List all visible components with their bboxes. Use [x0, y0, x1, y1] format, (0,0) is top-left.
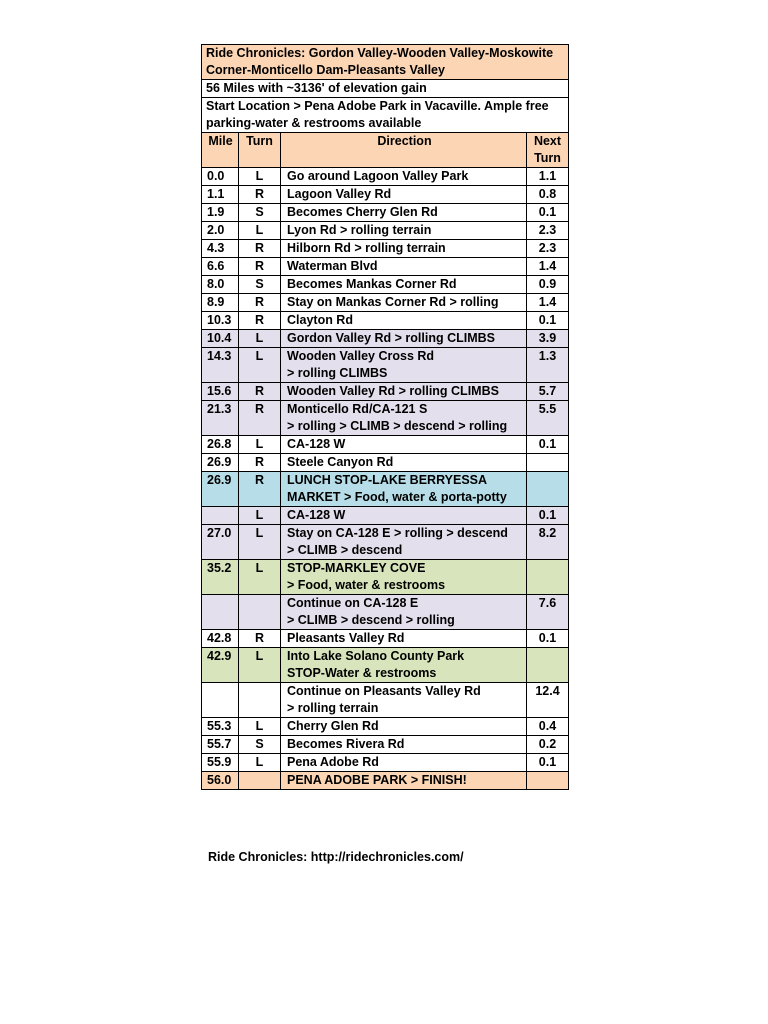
cue-direction: [281, 648, 527, 683]
ride-title: Ride Chronicles: Gordon Valley-Wooden Valley-Moskowite Corner-Monticello Dam-Pleasants Valley: [202, 45, 569, 80]
cue-turn: R: [239, 630, 281, 648]
cue-turn: L: [239, 507, 281, 525]
direction-line: Waterman Blvd: [287, 259, 378, 273]
cue-direction: [281, 330, 527, 348]
cue-mile: 26.9: [202, 454, 239, 472]
cue-row: [202, 560, 569, 595]
cue-mile: 56.0: [202, 772, 239, 790]
cue-next-turn: 12.4: [527, 683, 569, 718]
cue-mile: 21.3: [202, 401, 239, 436]
cue-mile: 1.9: [202, 204, 239, 222]
cue-mile: 6.6: [202, 258, 239, 276]
direction-line: Lagoon Valley Rd: [287, 187, 392, 201]
cue-turn: L: [239, 436, 281, 454]
cue-row: [202, 383, 569, 401]
cue-sheet-table: [201, 44, 569, 790]
cue-direction: [281, 683, 527, 718]
cue-turn: R: [239, 186, 281, 204]
direction-line: Monticello Rd/CA-121 S: [287, 402, 428, 416]
summary-row: [202, 80, 569, 98]
cue-next-turn: 0.1: [527, 204, 569, 222]
cue-next-turn: 0.8: [527, 186, 569, 204]
footer-credit: Ride Chronicles: http://ridechronicles.com/: [208, 850, 464, 864]
direction-line: Becomes Cherry Glen Rd: [287, 205, 438, 219]
direction-line: Pleasants Valley Rd: [287, 631, 405, 645]
cue-next-turn: 0.2: [527, 736, 569, 754]
cue-mile: 26.9: [202, 472, 239, 507]
cue-mile: 10.3: [202, 312, 239, 330]
direction-line: Continue on Pleasants Valley Rd: [287, 684, 481, 698]
cue-direction: [281, 312, 527, 330]
cue-direction: [281, 276, 527, 294]
direction-line: LUNCH STOP-LAKE BERRYESSA: [287, 473, 488, 487]
direction-line: CA-128 W: [287, 437, 346, 451]
direction-line: Wooden Valley Cross Rd: [287, 349, 435, 363]
header-mile: Mile: [202, 133, 239, 168]
cue-next-turn: 1.1: [527, 168, 569, 186]
cue-direction: [281, 258, 527, 276]
cue-turn: R: [239, 454, 281, 472]
cue-direction: [281, 401, 527, 436]
cue-next-turn: 0.4: [527, 718, 569, 736]
direction-line: STOP-MARKLEY COVE: [287, 561, 426, 575]
cue-turn: R: [239, 312, 281, 330]
ride-summary: 56 Miles with ~3136' of elevation gain: [202, 80, 569, 98]
direction-line: PENA ADOBE PARK > FINISH!: [287, 773, 467, 787]
cue-next-turn: 1.4: [527, 294, 569, 312]
cue-direction: [281, 507, 527, 525]
direction-line: Clayton Rd: [287, 313, 353, 327]
cue-turn: [239, 772, 281, 790]
cue-row: [202, 276, 569, 294]
header-row: [202, 133, 569, 168]
cue-next-turn: 1.4: [527, 258, 569, 276]
cue-mile: 42.9: [202, 648, 239, 683]
cue-row: [202, 186, 569, 204]
cue-next-turn: 0.1: [527, 436, 569, 454]
cue-turn: L: [239, 168, 281, 186]
cue-turn: R: [239, 258, 281, 276]
cue-next-turn: 0.1: [527, 630, 569, 648]
cue-turn: L: [239, 222, 281, 240]
cue-next-turn: 1.3: [527, 348, 569, 383]
cue-turn: R: [239, 472, 281, 507]
cue-direction: [281, 454, 527, 472]
cue-next-turn: 5.7: [527, 383, 569, 401]
start-row: [202, 98, 569, 133]
cue-row: [202, 648, 569, 683]
start-location: Start Location > Pena Adobe Park in Vacaville. Ample free parking-water & restrooms available: [202, 98, 569, 133]
cue-row: [202, 258, 569, 276]
cue-direction: [281, 222, 527, 240]
cue-mile: 55.9: [202, 754, 239, 772]
cue-mile: 26.8: [202, 436, 239, 454]
direction-line: Go around Lagoon Valley Park: [287, 169, 469, 183]
cue-direction: [281, 186, 527, 204]
title-row: [202, 45, 569, 80]
direction-line: MARKET > Food, water & porta-potty: [287, 490, 507, 504]
cue-mile: [202, 683, 239, 718]
cue-turn: [239, 683, 281, 718]
direction-line: Lyon Rd > rolling terrain: [287, 223, 432, 237]
cue-next-turn: [527, 472, 569, 507]
cue-next-turn: 2.3: [527, 222, 569, 240]
cue-row: [202, 736, 569, 754]
cue-row: [202, 454, 569, 472]
cue-row: [202, 401, 569, 436]
cue-row: [202, 330, 569, 348]
cue-row: [202, 436, 569, 454]
cue-turn: R: [239, 401, 281, 436]
direction-line: > rolling terrain: [287, 701, 379, 715]
cue-mile: 42.8: [202, 630, 239, 648]
cue-turn: R: [239, 240, 281, 258]
cue-mile: 8.9: [202, 294, 239, 312]
cue-row: [202, 595, 569, 630]
cue-mile: [202, 507, 239, 525]
cue-row: [202, 312, 569, 330]
cue-mile: 8.0: [202, 276, 239, 294]
header-turn: Turn: [239, 133, 281, 168]
direction-line: Hilborn Rd > rolling terrain: [287, 241, 446, 255]
direction-line: Gordon Valley Rd > rolling CLIMBS: [287, 331, 496, 345]
direction-line: Continue on CA-128 E: [287, 596, 419, 610]
cue-mile: 14.3: [202, 348, 239, 383]
cue-mile: 4.3: [202, 240, 239, 258]
cue-row: [202, 525, 569, 560]
direction-line: Stay on CA-128 E > rolling > descend: [287, 526, 508, 540]
cue-direction: [281, 472, 527, 507]
cue-row: [202, 168, 569, 186]
cue-mile: 10.4: [202, 330, 239, 348]
cue-turn: S: [239, 736, 281, 754]
cue-next-turn: 0.1: [527, 312, 569, 330]
cue-direction: [281, 718, 527, 736]
direction-line: > rolling CLIMBS: [287, 366, 388, 380]
direction-line: Wooden Valley Rd > rolling CLIMBS: [287, 384, 499, 398]
cue-direction: [281, 436, 527, 454]
direction-line: Becomes Rivera Rd: [287, 737, 405, 751]
cue-turn: L: [239, 348, 281, 383]
cue-next-turn: [527, 454, 569, 472]
cue-row: [202, 348, 569, 383]
cue-turn: S: [239, 276, 281, 294]
cue-turn: R: [239, 383, 281, 401]
cue-direction: [281, 736, 527, 754]
cue-row: [202, 204, 569, 222]
cue-row: [202, 630, 569, 648]
direction-line: > CLIMB > descend > rolling: [287, 613, 455, 627]
cue-next-turn: [527, 772, 569, 790]
cue-row: [202, 507, 569, 525]
cue-turn: [239, 595, 281, 630]
cue-turn: L: [239, 560, 281, 595]
header-next-turn: Next Turn: [527, 133, 569, 168]
cue-direction: [281, 240, 527, 258]
cue-mile: 0.0: [202, 168, 239, 186]
cue-turn: L: [239, 754, 281, 772]
cue-direction: [281, 168, 527, 186]
cue-direction: [281, 754, 527, 772]
cue-direction: [281, 560, 527, 595]
cue-mile: 35.2: [202, 560, 239, 595]
direction-line: > Food, water & restrooms: [287, 578, 446, 592]
cue-mile: 27.0: [202, 525, 239, 560]
direction-line: Cherry Glen Rd: [287, 719, 379, 733]
cue-direction: [281, 772, 527, 790]
direction-line: > rolling > CLIMB > descend > rolling: [287, 419, 508, 433]
cue-next-turn: 0.9: [527, 276, 569, 294]
cue-direction: [281, 630, 527, 648]
cue-mile: 55.3: [202, 718, 239, 736]
cue-mile: 1.1: [202, 186, 239, 204]
cue-row: [202, 754, 569, 772]
cue-next-turn: 7.6: [527, 595, 569, 630]
cue-next-turn: 5.5: [527, 401, 569, 436]
cue-turn: S: [239, 204, 281, 222]
cue-mile: 2.0: [202, 222, 239, 240]
cue-direction: [281, 383, 527, 401]
cue-turn: R: [239, 294, 281, 312]
cue-row: [202, 683, 569, 718]
cue-next-turn: [527, 560, 569, 595]
cue-next-turn: 0.1: [527, 754, 569, 772]
direction-line: Pena Adobe Rd: [287, 755, 379, 769]
cue-mile: [202, 595, 239, 630]
cue-turn: L: [239, 718, 281, 736]
direction-line: Stay on Mankas Corner Rd > rolling: [287, 295, 499, 309]
cue-direction: [281, 595, 527, 630]
cue-mile: 55.7: [202, 736, 239, 754]
cue-next-turn: 3.9: [527, 330, 569, 348]
cue-mile: 15.6: [202, 383, 239, 401]
cue-row: [202, 718, 569, 736]
cue-direction: [281, 348, 527, 383]
cue-turn: L: [239, 330, 281, 348]
cue-turn: L: [239, 525, 281, 560]
cue-next-turn: 0.1: [527, 507, 569, 525]
cue-direction: [281, 204, 527, 222]
cue-row: [202, 772, 569, 790]
direction-line: > CLIMB > descend: [287, 543, 403, 557]
direction-line: Steele Canyon Rd: [287, 455, 394, 469]
cue-next-turn: 8.2: [527, 525, 569, 560]
cue-next-turn: 2.3: [527, 240, 569, 258]
cue-turn: L: [239, 648, 281, 683]
cue-next-turn: [527, 648, 569, 683]
direction-line: STOP-Water & restrooms: [287, 666, 437, 680]
direction-line: CA-128 W: [287, 508, 346, 522]
cue-row: [202, 222, 569, 240]
direction-line: Becomes Mankas Corner Rd: [287, 277, 457, 291]
cue-direction: [281, 294, 527, 312]
header-direction: Direction: [281, 133, 527, 168]
direction-line: Into Lake Solano County Park: [287, 649, 465, 663]
cue-row: [202, 294, 569, 312]
cue-row: [202, 240, 569, 258]
cue-direction: [281, 525, 527, 560]
cue-row: [202, 472, 569, 507]
